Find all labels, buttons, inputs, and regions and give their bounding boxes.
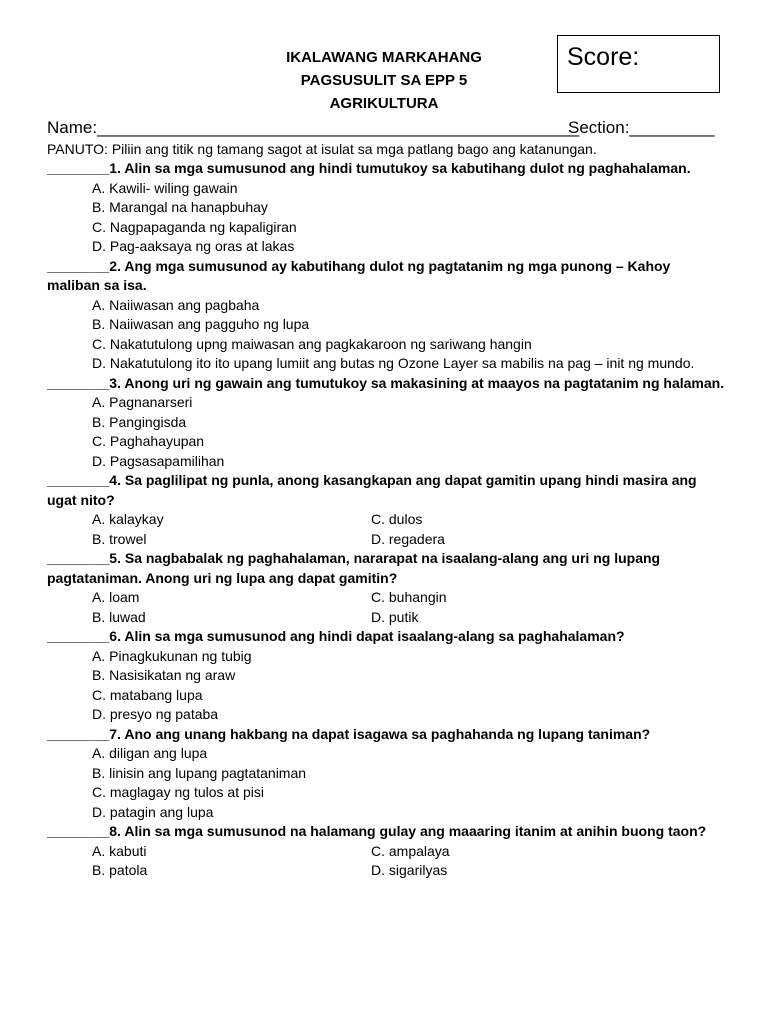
question-text: ________2. Ang mga sumusunod ay kabutihang dulot ng pagtatanim ng mga punong – Kahoy maliban sa isa. [47, 257, 671, 293]
choice-a: A. loam [92, 589, 140, 605]
question-5 [47, 549, 727, 627]
question-1 [47, 159, 727, 257]
choice-a: A. kabuti [92, 842, 147, 859]
choice-d: D. regadera [371, 530, 445, 547]
choice-c: C. Nagpapaganda ng kapaligiran [92, 218, 297, 235]
choice-list [47, 393, 727, 471]
question-text: ________3. Anong uri ng gawain ang tumutukoy sa makasining at maayos na pagtatanim ng halaman. [47, 374, 725, 391]
question-4 [47, 471, 727, 549]
choice-c: C. Paghahayupan [92, 433, 205, 449]
question-text: ________4. Sa paglilipat ng punla, anong kasangkapan ang dapat gamitin upang hindi masira ang ugat nito? [47, 472, 697, 508]
choice-a: A. kalaykay [92, 511, 164, 527]
choice-d: D. Pagsasapamilihan [92, 452, 225, 469]
choice-list [47, 647, 727, 725]
choice-b: B. Naiiwasan ang pagguho ng lupa [92, 316, 310, 332]
choice-d: D. Pag-aaksaya ng oras at lakas [92, 238, 295, 254]
choice-c: C. maglagay ng tulos at pisi [92, 784, 264, 800]
choice-a: A. Pinagkukunan ng tubig [92, 647, 252, 664]
question-6 [47, 627, 727, 725]
question-8 [47, 822, 727, 881]
question-text: ________8. Alin sa mga sumusunod na halamang gulay ang maaaring itanim at anihin buong taon? [47, 823, 707, 839]
choice-a: A. diligan ang lupa [92, 745, 208, 761]
title-line-3: AGRIKULTURA [329, 95, 439, 112]
choice-b: B. linisin ang lupang pagtataniman [92, 764, 307, 781]
instructions: PANUTO: Piliin ang titik ng tamang sagot at isulat sa mga patlang bago ang katanungan. [47, 141, 597, 157]
choice-a: A. Pagnanarseri [92, 394, 193, 410]
question-text: ________1. Alin sa mga sumusunod ang hindi tumutukoy sa kabutihang dulot ng paghahalaman. [47, 160, 691, 176]
choice-d: D. patagin ang lupa [92, 803, 214, 820]
choice-a: A. Naiiwasan ang pagbaha [92, 296, 260, 313]
question-3 [47, 374, 727, 472]
question-7 [47, 725, 727, 823]
score-box [557, 35, 720, 93]
choice-list [47, 179, 727, 257]
choice-list [47, 510, 727, 549]
name-field[interactable]: Name:___________________________________________________ [47, 118, 580, 137]
choice-list [47, 588, 727, 627]
title-line-1: IKALAWANG MARKAHANG [286, 49, 482, 66]
score-label: Score: [567, 43, 640, 71]
choice-b: B. Nasisikatan ng araw [92, 667, 236, 683]
choice-b: B. luwad [92, 608, 146, 625]
choice-c: C. ampalaya [371, 842, 450, 859]
choice-a: A. Kawili- wiling gawain [92, 179, 238, 196]
choice-d: D. sigarilyas [371, 862, 448, 878]
question-2 [47, 257, 727, 374]
choice-c: C. buhangin [371, 589, 447, 605]
choice-d: D. presyo ng pataba [92, 706, 219, 722]
choice-list [47, 842, 727, 881]
choice-b: B. trowel [92, 530, 147, 547]
choice-c: C. dulos [371, 511, 423, 527]
section-field[interactable]: Section:_________ [568, 118, 715, 137]
choice-c: C. Nakatutulong upng maiwasan ang pagkakaroon ng sariwang hangin [92, 335, 532, 352]
choice-list [47, 296, 727, 374]
question-list [47, 159, 727, 881]
choice-b: B. Pangingisda [92, 413, 187, 430]
title-line-2: PAGSUSULIT SA EPP 5 [300, 72, 468, 89]
choice-list [47, 744, 727, 822]
question-text: ________5. Sa nagbabalak ng paghahalaman, nararapat na isaalang-alang ang uri ng lupang pagtataniman. Anong uri ng lupa ang dapat gamitin? [47, 550, 661, 586]
choice-d: D. Nakatutulong ito ito upang lumiit ang butas ng Ozone Layer sa mabilis na pag – init ng mundo. [92, 355, 695, 371]
choice-c: C. matabang lupa [92, 686, 203, 703]
choice-b: B. Marangal na hanapbuhay [92, 199, 268, 215]
choice-d: D. putik [371, 608, 419, 625]
student-info-line [47, 118, 727, 138]
exam-title [240, 46, 528, 115]
choice-b: B. patola [92, 862, 148, 878]
question-text: ________6. Alin sa mga sumusunod ang hindi dapat isaalang-alang sa paghahalaman? [47, 628, 625, 644]
question-text: ________7. Ano ang unang hakbang na dapat isagawa sa paghahanda ng lupang taniman? [47, 725, 651, 742]
